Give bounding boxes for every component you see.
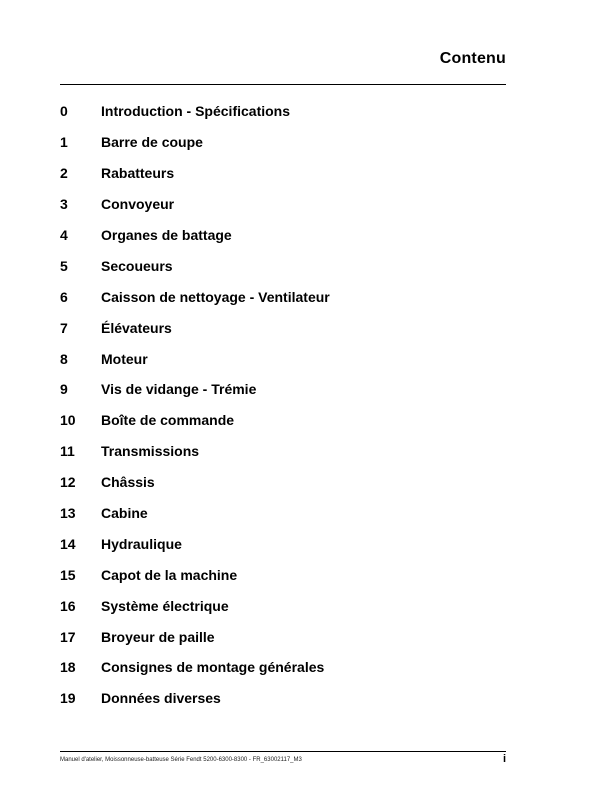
toc-entry-label: Caisson de nettoyage - Ventilateur xyxy=(101,288,330,305)
toc-entry-number: 18 xyxy=(60,659,76,676)
toc-entry-number: 19 xyxy=(60,690,76,707)
toc-entry-number: 17 xyxy=(60,628,76,645)
toc-entry-label: Consignes de montage générales xyxy=(101,659,325,676)
toc-entry[interactable] xyxy=(60,374,506,405)
toc-entry-label: Rabatteurs xyxy=(101,165,175,182)
toc-entry-label: Moteur xyxy=(101,350,148,367)
toc-entry-number: 6 xyxy=(60,288,68,305)
toc-entry[interactable] xyxy=(60,189,506,220)
toc-entry-label: Transmissions xyxy=(101,443,200,460)
toc-entry-number: 14 xyxy=(60,535,76,552)
toc-entry-label: Boîte de commande xyxy=(101,412,235,429)
toc-entry-number: 3 xyxy=(60,196,68,213)
toc-entry-label: Capot de la machine xyxy=(101,566,238,583)
toc-entry[interactable] xyxy=(60,250,506,281)
toc-entry-number: 13 xyxy=(60,505,76,522)
toc-entry[interactable] xyxy=(60,405,506,436)
toc-entry-number: 5 xyxy=(60,257,68,274)
toc-entry-label: Données diverses xyxy=(101,690,221,707)
toc-entry-label: Introduction - Spécifications xyxy=(101,103,291,120)
toc-entry-label: Châssis xyxy=(101,474,155,491)
footer-text: Manuel d'atelier, Moissonneuse-batteuse Série Fendt 5200-6300-8300 - FR_63002117_M3 xyxy=(60,757,302,763)
toc-entry-label: Élévateurs xyxy=(101,319,172,336)
toc-entry-number: 11 xyxy=(60,443,75,460)
toc-entry-label: Convoyeur xyxy=(101,196,175,213)
toc-entry[interactable] xyxy=(60,127,506,158)
toc-entry-number: 8 xyxy=(60,350,68,367)
toc-entry[interactable] xyxy=(60,590,506,621)
toc-entry-label: Barre de coupe xyxy=(101,134,203,151)
toc-entry-label: Secoueurs xyxy=(101,257,173,274)
toc-entry-number: 1 xyxy=(60,134,68,151)
toc-entry[interactable] xyxy=(60,436,506,467)
toc-entry[interactable] xyxy=(60,559,506,590)
toc-entry-label: Organes de battage xyxy=(101,227,232,243)
toc-entry-label: Système électrique xyxy=(101,597,229,614)
toc-entry-number: 16 xyxy=(60,597,76,614)
title-divider xyxy=(60,84,506,85)
toc-entry[interactable] xyxy=(60,312,506,343)
toc-entry-number: 9 xyxy=(60,381,68,398)
toc-entry-number: 15 xyxy=(60,566,76,583)
toc-entry-number: 10 xyxy=(60,412,76,429)
toc-entry-label: Hydraulique xyxy=(101,535,182,552)
footer-divider xyxy=(60,751,506,752)
toc-entry[interactable] xyxy=(60,683,506,714)
toc-entry-number: 12 xyxy=(60,474,76,491)
toc-entry[interactable] xyxy=(60,467,506,498)
toc-entry[interactable] xyxy=(60,343,506,374)
page-title: Contenu xyxy=(439,50,506,67)
toc-entry[interactable] xyxy=(60,158,506,189)
toc-entry-number: 4 xyxy=(60,227,68,243)
toc-entry-label: Broyeur de paille xyxy=(101,628,215,645)
toc-entry-number: 2 xyxy=(60,165,68,182)
toc-entry[interactable] xyxy=(60,220,506,251)
toc-entry[interactable] xyxy=(60,652,506,683)
toc-entry[interactable] xyxy=(60,281,506,312)
page-number: i xyxy=(502,753,506,765)
toc-entry-label: Cabine xyxy=(101,505,148,522)
toc-entry[interactable] xyxy=(60,96,506,127)
toc-entry-number: 0 xyxy=(60,103,68,120)
toc-entry[interactable] xyxy=(60,621,506,652)
toc-entry[interactable] xyxy=(60,498,506,529)
toc-entry[interactable] xyxy=(60,528,506,559)
table-of-contents xyxy=(60,96,506,714)
toc-entry-label: Vis de vidange - Trémie xyxy=(101,381,257,398)
toc-entry-number: 7 xyxy=(60,319,68,336)
